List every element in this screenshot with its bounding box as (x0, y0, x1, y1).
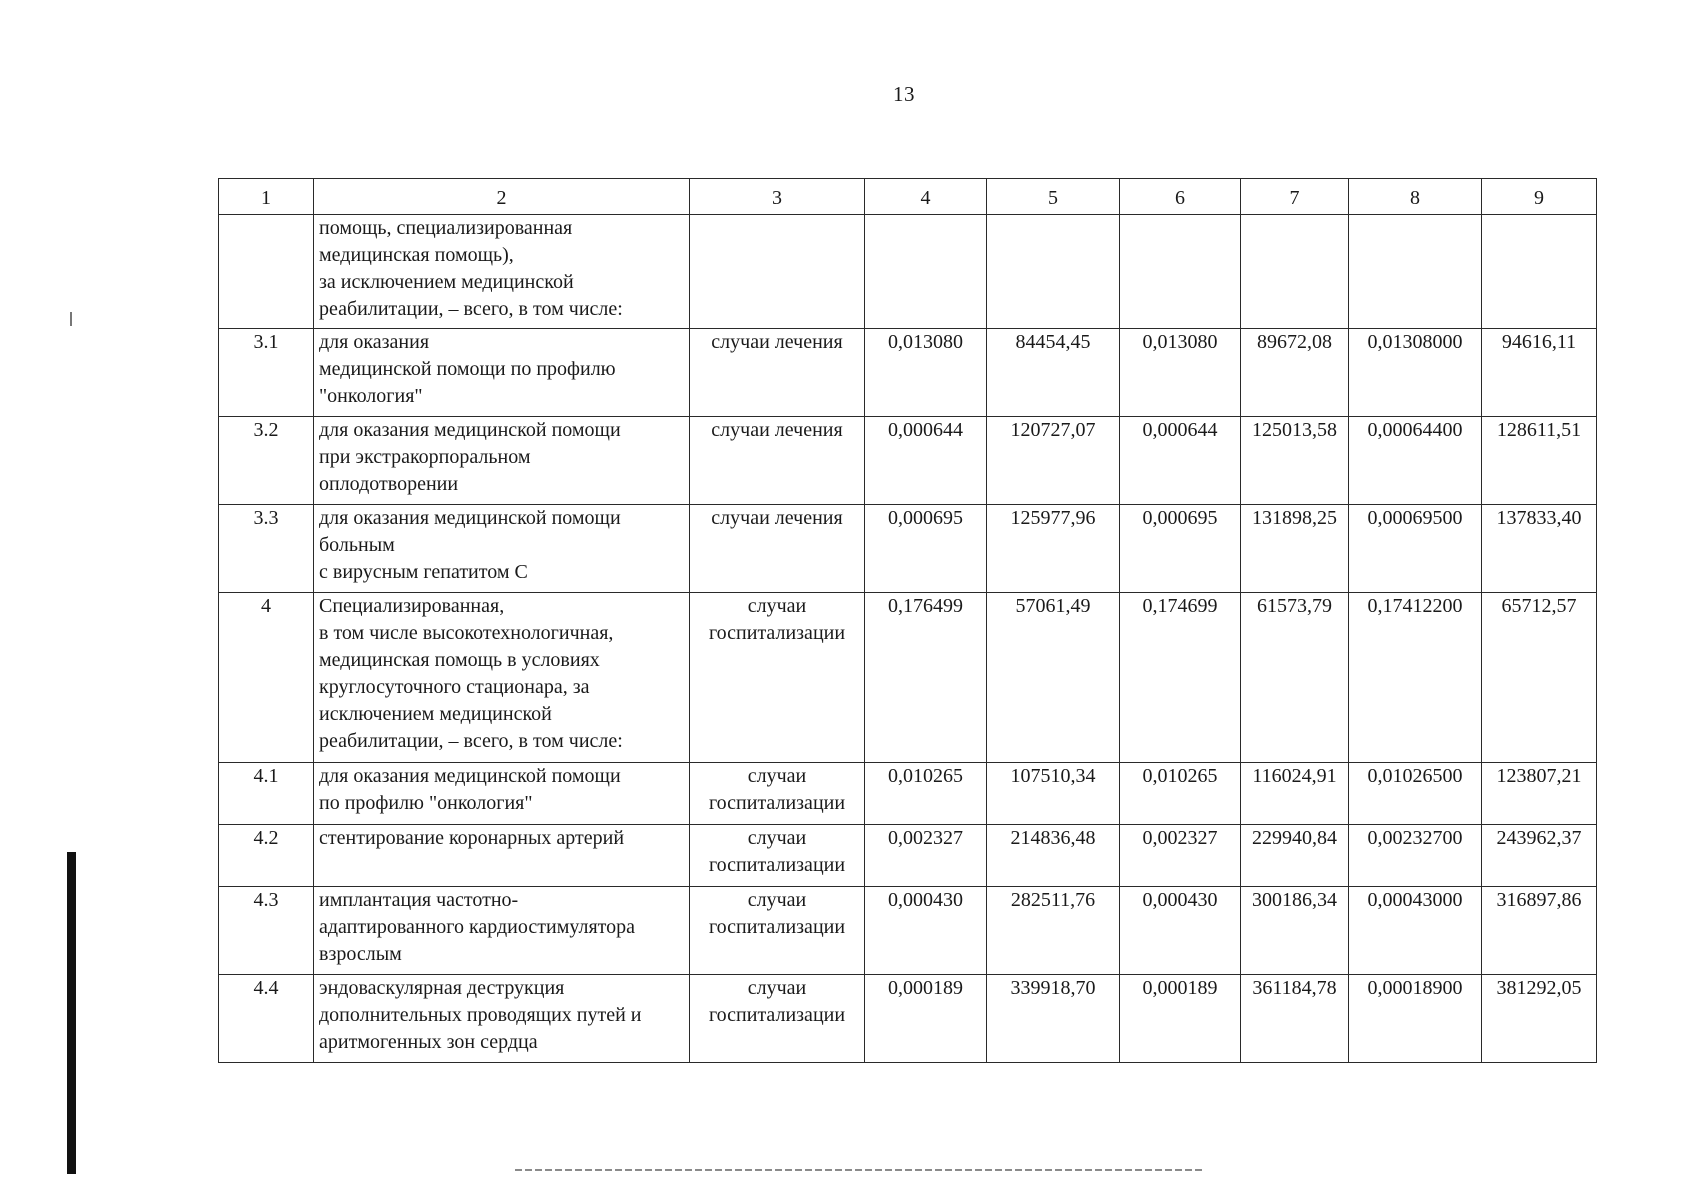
cell-col-8: 0,00018900 (1349, 975, 1482, 1063)
cell-col-9: 137833,40 (1482, 505, 1597, 593)
cell-col-7: 361184,78 (1241, 975, 1349, 1063)
row-name: для оказания медицинской помощи при экстракорпоральном оплодотворении (314, 417, 690, 505)
cell-col-6: 0,000644 (1120, 417, 1241, 505)
cell-col-9: 243962,37 (1482, 825, 1597, 887)
cell-col-4: 0,000189 (865, 975, 987, 1063)
page-number: 13 (893, 82, 915, 106)
cell-col-6: 0,000430 (1120, 887, 1241, 975)
table-row (219, 887, 1597, 975)
binding-edge-mark (67, 852, 76, 1174)
cell-col-6: 0,013080 (1120, 329, 1241, 417)
row-name: помощь, специализированная медицинская помощь), за исключением медицинской реабилитации, – всего, в том числе: (314, 215, 690, 329)
row-name: эндоваскулярная деструкция дополнительных проводящих путей и аритмогенных зон сердца (314, 975, 690, 1063)
cell-col-6: 0,174699 (1120, 593, 1241, 763)
table-row (219, 329, 1597, 417)
row-name: Специализированная, в том числе высокотехнологичная, медицинская помощь в условиях круглосуточного стационара, за исключением медицинской реабилитации, – всего, в том числе: (314, 593, 690, 763)
row-number: 4.3 (219, 887, 314, 975)
cell-col-5: 120727,07 (987, 417, 1120, 505)
row-number: 4.4 (219, 975, 314, 1063)
table-header-row (219, 179, 1597, 215)
row-unit: случаи госпитализации (690, 887, 865, 975)
row-unit: случаи госпитализации (690, 825, 865, 887)
row-name: для оказания медицинской помощи по профилю "онкология" (314, 763, 690, 825)
row-unit: случаи лечения (690, 329, 865, 417)
cell-col-6: 0,000189 (1120, 975, 1241, 1063)
row-name: стентирование коронарных артерий (314, 825, 690, 887)
column-header-2: 2 (314, 179, 690, 215)
cell-col-7 (1241, 215, 1349, 329)
cell-col-6 (1120, 215, 1241, 329)
column-header-6: 6 (1120, 179, 1241, 215)
row-number: 3.1 (219, 329, 314, 417)
column-header-4: 4 (865, 179, 987, 215)
row-unit: случаи лечения (690, 505, 865, 593)
data-table (218, 178, 1597, 1063)
column-header-1: 1 (219, 179, 314, 215)
row-name: для оказания медицинской помощи по профилю "онкология" (314, 329, 690, 417)
cell-col-7: 229940,84 (1241, 825, 1349, 887)
column-header-3: 3 (690, 179, 865, 215)
cell-col-8: 0,01026500 (1349, 763, 1482, 825)
column-header-9: 9 (1482, 179, 1597, 215)
cell-col-4: 0,000644 (865, 417, 987, 505)
scan-mark-tick (70, 312, 72, 326)
table-row (219, 825, 1597, 887)
cell-col-7: 89672,08 (1241, 329, 1349, 417)
cell-col-7: 131898,25 (1241, 505, 1349, 593)
cell-col-6: 0,010265 (1120, 763, 1241, 825)
row-name: имплантация частотно- адаптированного кардиостимулятора взрослым (314, 887, 690, 975)
row-unit: случаи госпитализации (690, 763, 865, 825)
cell-col-8: 0,00043000 (1349, 887, 1482, 975)
row-number: 4.2 (219, 825, 314, 887)
table-row (219, 505, 1597, 593)
cell-col-9 (1482, 215, 1597, 329)
cell-col-5 (987, 215, 1120, 329)
table-row (219, 975, 1597, 1063)
cell-col-4: 0,002327 (865, 825, 987, 887)
cell-col-9: 123807,21 (1482, 763, 1597, 825)
row-number: 3.3 (219, 505, 314, 593)
cell-col-7: 61573,79 (1241, 593, 1349, 763)
cell-col-9: 94616,11 (1482, 329, 1597, 417)
row-name: для оказания медицинской помощи больным с вирусным гепатитом С (314, 505, 690, 593)
row-unit: случаи лечения (690, 417, 865, 505)
column-header-8: 8 (1349, 179, 1482, 215)
row-unit: случаи госпитализации (690, 975, 865, 1063)
cell-col-4: 0,176499 (865, 593, 987, 763)
cell-col-7: 125013,58 (1241, 417, 1349, 505)
cell-col-5: 107510,34 (987, 763, 1120, 825)
cell-col-4: 0,000430 (865, 887, 987, 975)
row-number: 3.2 (219, 417, 314, 505)
table-row (219, 593, 1597, 763)
cell-col-4: 0,000695 (865, 505, 987, 593)
cell-col-8: 0,00232700 (1349, 825, 1482, 887)
cell-col-8: 0,00069500 (1349, 505, 1482, 593)
cell-col-5: 282511,76 (987, 887, 1120, 975)
row-number: 4 (219, 593, 314, 763)
row-unit (690, 215, 865, 329)
cell-col-9: 316897,86 (1482, 887, 1597, 975)
cell-col-5: 57061,49 (987, 593, 1120, 763)
cell-col-7: 300186,34 (1241, 887, 1349, 975)
row-unit: случаи госпитализации (690, 593, 865, 763)
table-row (219, 215, 1597, 329)
cell-col-8: 0,01308000 (1349, 329, 1482, 417)
cell-col-9: 128611,51 (1482, 417, 1597, 505)
column-header-7: 7 (1241, 179, 1349, 215)
footer-rule (515, 1169, 1205, 1171)
row-number: 4.1 (219, 763, 314, 825)
cell-col-6: 0,000695 (1120, 505, 1241, 593)
cell-col-5: 214836,48 (987, 825, 1120, 887)
cell-col-4 (865, 215, 987, 329)
cell-col-5: 125977,96 (987, 505, 1120, 593)
cell-col-8 (1349, 215, 1482, 329)
table-row (219, 417, 1597, 505)
cell-col-9: 381292,05 (1482, 975, 1597, 1063)
cell-col-4: 0,013080 (865, 329, 987, 417)
row-number (219, 215, 314, 329)
cell-col-8: 0,00064400 (1349, 417, 1482, 505)
cell-col-5: 339918,70 (987, 975, 1120, 1063)
cell-col-4: 0,010265 (865, 763, 987, 825)
column-header-5: 5 (987, 179, 1120, 215)
cell-col-5: 84454,45 (987, 329, 1120, 417)
table-row (219, 763, 1597, 825)
cell-col-6: 0,002327 (1120, 825, 1241, 887)
cell-col-8: 0,17412200 (1349, 593, 1482, 763)
cell-col-7: 116024,91 (1241, 763, 1349, 825)
cell-col-9: 65712,57 (1482, 593, 1597, 763)
